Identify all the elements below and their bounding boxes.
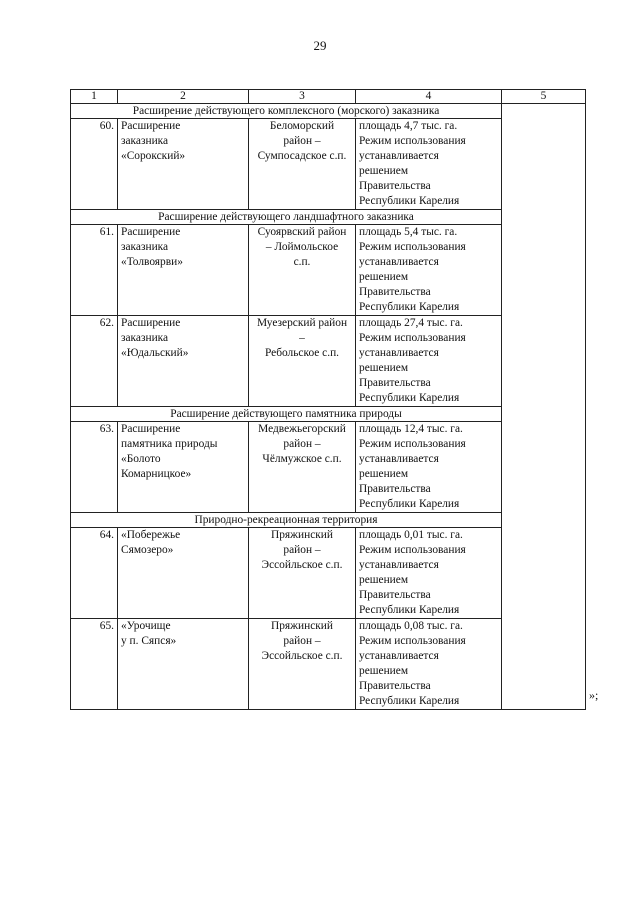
column-header: 4 — [356, 90, 502, 104]
area-description — [356, 422, 502, 513]
text-line: площадь 27,4 тыс. га. — [359, 317, 463, 329]
text-line: Правительства — [359, 377, 431, 389]
table-header-row — [71, 90, 586, 104]
text-line: Пряжинский — [270, 529, 333, 541]
text-line: Правительства — [359, 589, 431, 601]
text-line: площадь 5,4 тыс. га. — [359, 226, 458, 238]
text-line: «Сорокский» — [121, 150, 186, 162]
text-line: площадь 12,4 тыс. га. — [359, 423, 463, 435]
page-number: 29 — [313, 38, 327, 53]
text-line: Сямозеро» — [121, 544, 174, 556]
text-line: устанавливается — [359, 347, 439, 359]
text-line: заказника — [121, 241, 169, 253]
text-line: Муезерский район — [256, 317, 348, 329]
text-line: Расширение — [121, 317, 181, 329]
area-location — [249, 528, 356, 619]
row-number: 64. — [71, 528, 118, 619]
text-line: Чёлмужское с.п. — [262, 453, 342, 465]
text-line: «Болото — [121, 453, 161, 465]
text-line: решением — [359, 665, 409, 677]
area-name — [118, 119, 249, 210]
text-line: заказника — [121, 332, 169, 344]
text-line: «Урочище — [121, 620, 171, 632]
text-line: Республики Карелия — [359, 604, 460, 616]
text-line: район – — [283, 544, 321, 556]
text-line: Эссойльское с.п. — [261, 650, 343, 662]
text-line: решением — [359, 165, 409, 177]
text-line: – — [299, 332, 305, 344]
column-5-cell — [502, 104, 586, 710]
text-line: Расширение — [121, 423, 181, 435]
text-line: площадь 0,01 тыс. га. — [359, 529, 463, 541]
area-description — [356, 316, 502, 407]
text-line: решением — [359, 271, 409, 283]
column-header: 5 — [502, 90, 586, 104]
section-row — [71, 104, 586, 119]
text-line: Беломорский — [269, 120, 335, 132]
text-line: Республики Карелия — [359, 498, 460, 510]
area-name — [118, 316, 249, 407]
text-line: устанавливается — [359, 453, 439, 465]
text-line: устанавливается — [359, 150, 439, 162]
text-line: «Юдальский» — [121, 347, 189, 359]
text-line: устанавливается — [359, 256, 439, 268]
text-line: Республики Карелия — [359, 301, 460, 313]
column-header: 3 — [249, 90, 356, 104]
text-line: Режим использования — [359, 135, 466, 147]
column-header: 1 — [71, 90, 118, 104]
area-location — [249, 422, 356, 513]
area-description — [356, 225, 502, 316]
area-name — [118, 528, 249, 619]
text-line: решением — [359, 468, 409, 480]
text-line: «Толвоярви» — [121, 256, 183, 268]
text-line: район – — [283, 635, 321, 647]
text-line: Режим использования — [359, 635, 466, 647]
area-name — [118, 225, 249, 316]
text-line: Правительства — [359, 180, 431, 192]
text-line: Ребольское с.п. — [264, 347, 340, 359]
text-line: Пряжинский — [270, 620, 333, 632]
section-heading: Расширение действующего комплексного (морского) заказника — [71, 104, 502, 119]
text-line: – Лоймольское — [265, 241, 339, 253]
text-line: Режим использования — [359, 332, 466, 344]
area-location — [249, 225, 356, 316]
text-line: Правительства — [359, 483, 431, 495]
text-line: Республики Карелия — [359, 695, 460, 707]
text-line: памятника природы — [121, 438, 218, 450]
text-line: Эссойльское с.п. — [261, 559, 343, 571]
row-number: 62. — [71, 316, 118, 407]
row-number: 61. — [71, 225, 118, 316]
closing-quote-mark: »; — [589, 688, 599, 702]
text-line: Медвежьегорский — [258, 423, 346, 435]
reserves-table — [70, 89, 586, 710]
text-line: Республики Карелия — [359, 392, 460, 404]
text-line: «Побережье — [121, 529, 181, 541]
text-line: район – — [283, 438, 321, 450]
text-line: устанавливается — [359, 559, 439, 571]
text-line: Правительства — [359, 680, 431, 692]
column-header: 2 — [118, 90, 249, 104]
text-line: решением — [359, 362, 409, 374]
text-line: с.п. — [293, 256, 311, 268]
area-name — [118, 422, 249, 513]
text-line: площадь 0,08 тыс. га. — [359, 620, 463, 632]
text-line: Расширение — [121, 120, 181, 132]
area-description — [356, 619, 502, 710]
section-heading: Природно-рекреационная территория — [71, 513, 502, 528]
text-line: у п. Сяпся» — [121, 635, 177, 647]
section-heading: Расширение действующего ландшафтного заказника — [71, 210, 502, 225]
area-description — [356, 119, 502, 210]
text-line: Режим использования — [359, 544, 466, 556]
text-line: район – — [283, 135, 321, 147]
area-location — [249, 316, 356, 407]
area-name — [118, 619, 249, 710]
text-line: Комарницкое» — [121, 468, 192, 480]
text-line: устанавливается — [359, 650, 439, 662]
row-number: 60. — [71, 119, 118, 210]
section-heading: Расширение действующего памятника природы — [71, 407, 502, 422]
area-description — [356, 528, 502, 619]
text-line: заказника — [121, 135, 169, 147]
text-line: решением — [359, 574, 409, 586]
row-number: 65. — [71, 619, 118, 710]
text-line: Режим использования — [359, 241, 466, 253]
text-line: Режим использования — [359, 438, 466, 450]
area-location — [249, 619, 356, 710]
text-line: Сумпосадское с.п. — [257, 150, 347, 162]
text-line: площадь 4,7 тыс. га. — [359, 120, 458, 132]
row-number: 63. — [71, 422, 118, 513]
text-line: Расширение — [121, 226, 181, 238]
text-line: Правительства — [359, 286, 431, 298]
area-location — [249, 119, 356, 210]
text-line: Республики Карелия — [359, 195, 460, 207]
text-line: Суоярвский район — [257, 226, 347, 238]
